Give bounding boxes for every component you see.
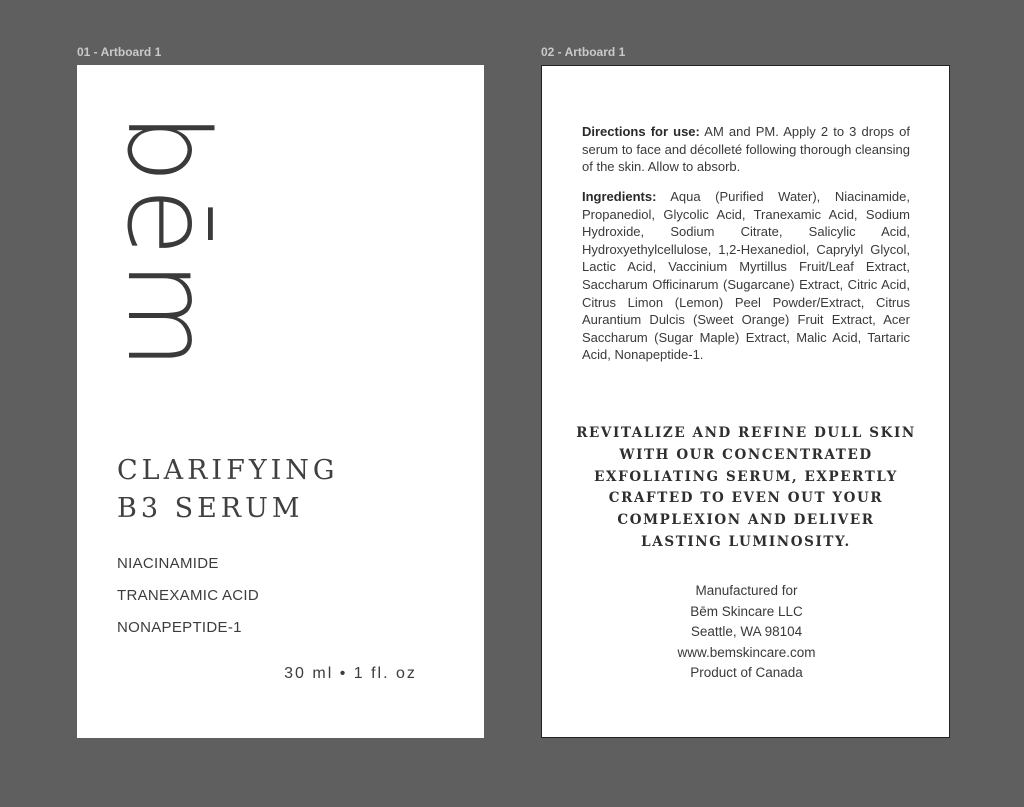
tagline-line: WITH OUR CONCENTRATED (619, 446, 873, 463)
ingredients-label: Ingredients: (582, 189, 657, 204)
key-ingredient: NONAPEPTIDE-1 (117, 619, 242, 636)
ingredients-text: Aqua (Purified Water), Niacinamide, Propanediol, Glycolic Acid, Tranexamic Acid, Sodium Hydroxide, Sodium Citrate, Salicylic Acid, Hydroxyethylcellulose, 1,2-Hexanediol, Caprylyl Glycol, Lactic Acid, Vaccinium Myrtillus Fruit/Leaf Extract, Saccharum Officinarum (Sugarcane) Extract, Citric Acid, Citrus Limon (Lemon) Peel Powder/Extract, Citrus Aurantium Dulcis (Sweet Orange) Fruit Extract, Acer Saccharum (Sugar Maple) Extract, Malic Acid, Tartaric Acid, Nonapeptide-1. (582, 189, 910, 363)
artboard-back[interactable] (541, 65, 950, 738)
product-title-line-1: CLARIFYING (117, 455, 339, 486)
directions-paragraph (582, 123, 910, 176)
manufacturer-origin: Product of Canada (690, 665, 803, 680)
tagline-line: COMPLEXION AND DELIVER (617, 512, 875, 529)
manufacturer-info (542, 581, 951, 684)
key-ingredient: TRANEXAMIC ACID (117, 587, 260, 604)
volume-label: 30 ml • 1 fl. oz (284, 665, 417, 682)
manufacturer-company: Bēm Skincare LLC (690, 603, 803, 619)
tagline-line: LASTING LUMINOSITY. (641, 533, 851, 550)
directions-text: AM and PM. Apply 2 to 3 drops of serum to face and décolleté following thorough cleansing of the skin. Allow to absorb. (582, 124, 910, 175)
artboard-2-label[interactable]: 02 - Artboard 1 (541, 45, 626, 59)
artboard-1-label[interactable]: 01 - Artboard 1 (77, 45, 162, 59)
brand-logo (102, 105, 232, 380)
key-ingredient: NIACINAMIDE (117, 555, 219, 572)
tagline (562, 423, 930, 554)
artboard-front[interactable] (77, 65, 484, 738)
manufacturer-address: Seattle, WA 98104 (690, 624, 803, 639)
brand-logo-text: bēm (102, 111, 232, 374)
ingredients-paragraph (582, 188, 910, 364)
tagline-line: EXFOLIATING SERUM, EXPERTLY (594, 468, 898, 485)
manufacturer-website: www.bemskincare.com (677, 644, 816, 660)
directions-label: Directions for use: (582, 124, 700, 139)
manufacturer-line: Manufactured for (695, 583, 798, 598)
product-title-line-2: B3 SERUM (117, 493, 304, 524)
tagline-line: CRAFTED TO EVEN OUT YOUR (608, 490, 884, 507)
tagline-line: REVITALIZE AND REFINE DULL SKIN (576, 425, 916, 441)
